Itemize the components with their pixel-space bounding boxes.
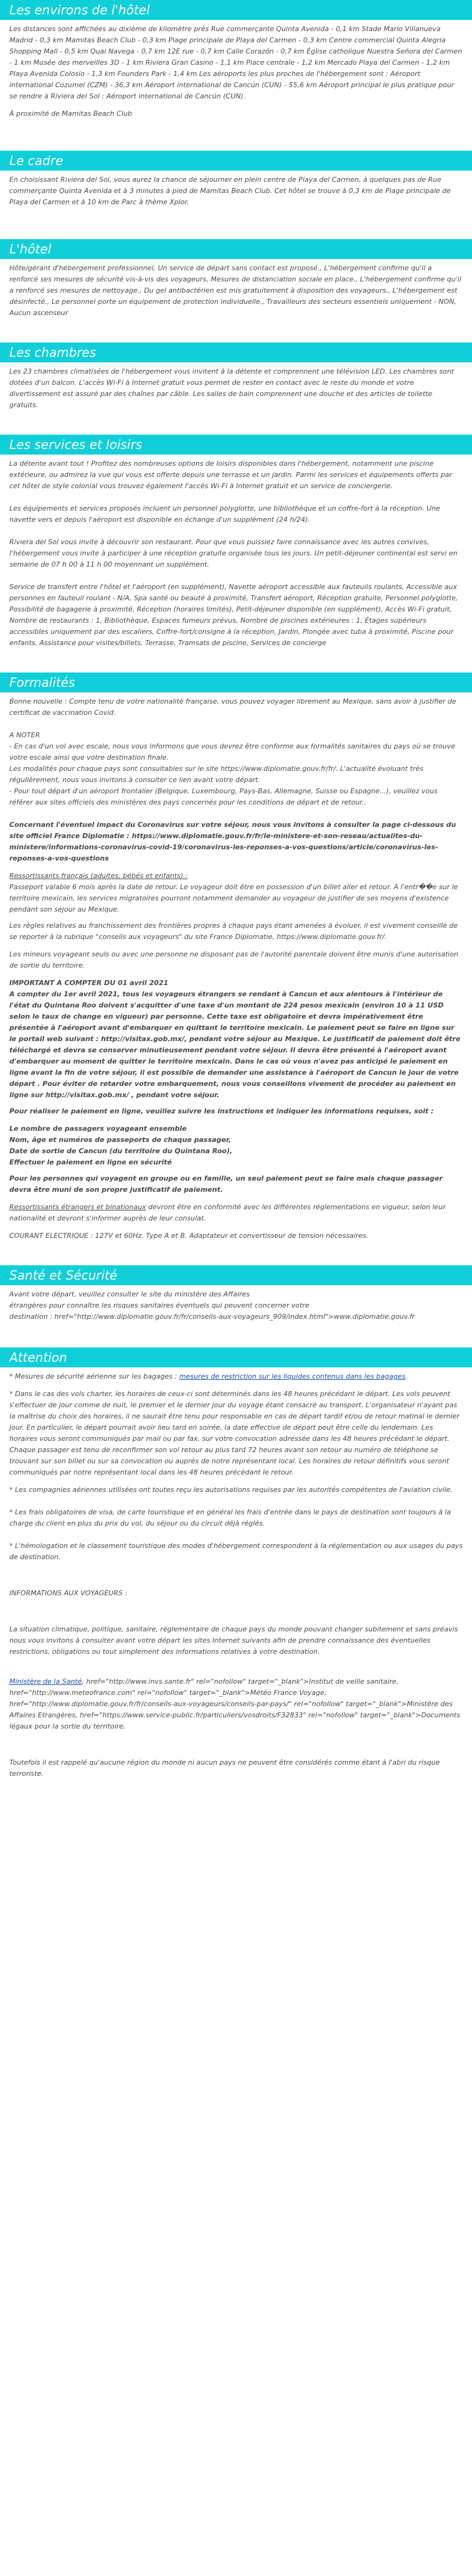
section-title-sante: Santé et Sécurité xyxy=(0,1265,472,1285)
formalites-payment-item-4: Effectuer le paiement en ligne en sécurité xyxy=(9,1158,172,1166)
attention-charter: * Dans le cas des vols charter, les horaires de ceux-ci sont déterminés dans les 48 heures précédant le départ. Les vols peuvent s'effectuer de jour comme de nuit, le premier et le dernier jour du voyage étant consacré au transport. L'organisateur n'ayant pas la maîtrise du choix des horaires, il ne saurait être tenu pour responsable en cas de départ tardif et/ou de retour matinal le dernier jour. En particulier, le départ pourrait avoir lieu tard en soirée, la date effective de départ peut être celle du lendemain. Les horaires vous seront communiqués par mail ou par fax, sur votre convocation adressée dans les 48 heures précédant le départ. Chaque passager est tenu de reconfirmer son vol retour au plus tard 72 heures avant son retour au numéro de téléphone se trouvant sur son billet ou sur sa convocation ou auprès de notre représentant local. Les horaires de retour définitifs vous seront communiqués par notre représentant local dans les 48 heures précédant le retour. xyxy=(9,1390,460,1476)
section-title-hotel: L'hôtel xyxy=(0,239,472,259)
formalites-payment-list xyxy=(9,1123,463,1168)
section-title-formalites: Formalités xyxy=(0,672,472,692)
section-content-environs xyxy=(0,20,472,132)
attention-security-end: . xyxy=(405,1372,408,1380)
attention-links xyxy=(9,1676,463,1732)
services-amenities-list: Service de transfert entre l'hôtel et l'aéroport (en supplément), Navette aéroport accessible aux fauteuils roulants, Accessible aux personnes en fauteuil roulant - N/A, Spa santé ou beauté à proximité, Transfert aéroport, Réception gratuite, Personnel polyglotte, Possibilité de bagagerie à proximité, Réception (horaires limités), Petit-déjeuner disponible (en supplément), Accès Wi-Fi gratuit, Nombre de restaurants : 1, Bibliothèque, Espaces fumeurs prévus, Nombre de piscines extérieures : 1, Étages supérieurs accessibles uniquement par des escaliers, Coffre-fort/consigne à la réception, Jardin, Plongée avec tuba à proximité, Piscine pour enfants, Assistance pour visites/billets, Terrasse, Tramsats de piscine, Services de concierge xyxy=(9,583,458,647)
formalites-payment-item-1: Le nombre de passagers voyageant ensemble xyxy=(9,1125,187,1133)
chambres-text: Les 23 chambres climatisées de l'hébergement vous invitent à la détente et comprennent une télévision LED. Les chambres sont dotées d'un balcon. L'accès Wi-Fi à Internet gratuit vous permet de rester en contact avec le reste du monde et votre divertissement est assuré par des chaînes par câble. Les salles de bain comprennent une douche et des articles de toilette gratuits. xyxy=(9,367,455,409)
sante-text-3: destination : href="http://www.diplomatie.gouv.fr/fr/conseils-aux-voyageurs_909/index.html">www.diplomatie.gouv.fr xyxy=(9,1313,415,1321)
attention-websites: nous vous invitons à consulter avant votre départ les sites Internet suivants afin de prendre connaissance des éventuelles restrictions, obligations ou tout simplement des informations relatives à votre destination. xyxy=(9,1636,431,1656)
attention-info-title: INFORMATIONS AUX VOYAGEURS : xyxy=(9,1589,128,1597)
formalites-good-news: Bonne nouvelle : Compte tenu de votre nationalité française, vous pouvez voyager librement au Mexique, sans avoir à justifier de certificat de vaccination Covid. xyxy=(9,697,456,717)
formalites-group-payment: Pour les personnes qui voyagent en groupe ou en famille, un seul paiement peut se faire mais chaque passager devra être muni de son propre justificatif de paiement. xyxy=(9,1174,443,1194)
section-content-sante xyxy=(0,1285,472,1329)
formalites-note-title: A NOTER xyxy=(9,731,40,739)
cadre-text: En choisissant Riviera del Sol, vous aurez la chance de séjourner en plein centre de Playa del Carmen, à quelques pas de Rue commerçante Quinta Avenida et à 3 minutes à pied de Mamitas Beach Club. Cet hôtel se trouve à 0,3 km de Plage principale de Playa del Carmen et à 10 km de Parc à thème Xplor. xyxy=(9,176,451,206)
formalites-french-title: Ressortissants français (adultes, bébés et enfants) : xyxy=(9,872,188,880)
section-content-services xyxy=(0,455,472,661)
services-text-2: Les équipements et services proposés incluent un personnel polyglotte, une bibliothèque et un coffre-fort à la réception. Une navette vers et depuis l'aéroport est disponible en échange d'un supplément (24 h/24). xyxy=(9,504,440,524)
environs-distances: Les distances sont affichées au dixième de kilomètre près Rue commerçante Quinta Avenida - 0,1 km Stade Mario Villanueva Madrid - 0,3 km Mamitas Beach Club - 0,3 km Plage principale de Playa del Carmen - 0,3 km Centre commercial Quinta Alegria Shopping Mall - 0,5 km Quai Navega - 0,7 km 12E rue - 0,7 km Calle Corazón - 0,7 km Église catholique Nuestra Señora del Carmen - 1 km Musée des merveilles 3D - 1 km Riviera Gran Casino - 1,1 km Place centrale - 1,2 km Mercado Playa del Carmen - 1,2 km Playa Avenida Colosio - 1,3 km Founders Park - 1,4 km Les aéroports les plus proches de l'hébergement sont : Aéroport international Cozumel (CZM) - 36,3 km Aéroport international de Cancún (CUN) - 55,6 km Aéroport principal le plus pratique pour se rendre à Riviera del Sol : Aéroport international de Cancún (CUN). xyxy=(9,25,463,100)
formalites-payment-item-3: Date de sortie de Cancun (du territoire du Quintana Roo), xyxy=(9,1147,233,1155)
section-content-chambres xyxy=(0,362,472,423)
attention-climate: La situation climatique, politique, sanitaire, réglementaire de chaque pays du monde pouvant changer subitement et sans préavis xyxy=(9,1625,458,1633)
liquids-restriction-link[interactable]: mesures de restriction sur les liquides contenus dans les bagages xyxy=(179,1372,406,1380)
attention-security-label: * Mesures de sécurité aérienne sur les bagages : xyxy=(9,1372,179,1380)
formalites-important-block xyxy=(9,978,463,1101)
attention-fees: * Les frais obligatoires de visa, de carte touristique et en général les frais d'entrée dans le pays de destination sont toujours à la charge du client en plus du prix du vol, du séjour ou du circuit déjà réglés. xyxy=(9,1508,451,1527)
section-content-attention xyxy=(0,1367,472,1792)
section-title-attention: Attention xyxy=(0,1347,472,1367)
formalites-foreign-nationals xyxy=(9,1202,463,1224)
section-chambres xyxy=(0,342,472,423)
section-hotel xyxy=(0,239,472,331)
sante-text-1: Avant votre départ, veuillez consulter le site du ministère des Affaires xyxy=(9,1290,250,1298)
formalites-foreign-text: devront être en conformité avec les différentes réglementations en vigueur, selon leur nationalité et devront s'informer auprès de leur consulat. xyxy=(9,1203,446,1222)
formalites-note-modalites: Les modalités pour chaque pays sont consultables sur le site https://www.diplomatie.gouv.fr/fr/. L'actualité évoluant très régulièrement, nous vous invitons à consulter ce lien avant votre départ. xyxy=(9,765,423,784)
section-attention xyxy=(0,1347,472,1792)
attention-links-text: , href="http://www.invs.sante.fr" rel="nofollow" target="_blank">Institut de veille sanitaire, href="http://www.meteofrance.com" rel="nofollow" target="_blank">Météo France Voyage, href="http://www.diplomatie.gouv.fr/fr/conseils-aux-voyageurs/conseils-par-pays/" rel="nofollow" target="_blank">Ministère des Affaires Etrangères, href="https://www.service-public.fr/particuliers/vosdroits/F32833" rel="nofollow" target="_blank">Documents légaux pour la sortie du territoire. xyxy=(9,1677,460,1730)
hotel-text: Hôte/gérant d'hébergement professionnel, Un service de départ sans contact est proposé., L'hébergement confirme qu'il a renforcé ses mesures de sécurité vis-à-vis des voyageurs, Mesures de distanciation sociale en place., L'hébergement confirme qu'il a renforcé ses mesures de nettoyage., Du gel antibactérien est mis gratuitement à disposition des voyageurs., L'hébergement est désinfecté., Le personnel porte un équipement de protection individuelle., Travailleurs des secteurs essentiels uniquement - NON, Aucun ascenseur xyxy=(9,264,461,317)
section-sante xyxy=(0,1265,472,1329)
formalites-french-nationals xyxy=(9,870,463,915)
environs-proximity: À proximité de Mamitas Beach Club xyxy=(9,110,132,118)
section-title-cadre: Le cadre xyxy=(0,151,472,171)
section-cadre xyxy=(0,151,472,220)
formalites-coronavirus: Concernant l'éventuel impact du Coronavirus sur votre séjour, nous vous invitons à consulter la page ci-dessous du site officiel France Diplomatie : https://www.diplomatie.gouv.fr/fr/le-ministere-et-son-reseau/actualites-du-ministere/informations-coronavirus-covid-19/coronavirus-les-reponses-a-vos-questions/article/coronavirus-les-reponses-a-vos-questions xyxy=(9,821,456,862)
section-content-cadre xyxy=(0,171,472,220)
section-title-chambres: Les chambres xyxy=(0,342,472,362)
sante-text-2: étrangères pour connaître les risques sanitaires éventuels qui peuvent concerner votre xyxy=(9,1301,309,1309)
section-title-environs: Les environs de l'hôtel xyxy=(0,0,472,20)
formalites-important-text: A compter du 1er avril 2021, tous les voyageurs étrangers se rendant à Cancun et aux alentours à l'intérieur de l'état du Quintana Roo doivent s'acquitter d'une taxe d'un montant de 224 pesos mexicain (environ 10 à 11 USD selon le taux de change en vigueur) par personne. Cette taxe est obligatoire et devra impérativement être présentée à l'aéroport avant d'embarquer en quittant le territoire mexicain. Le paiement peut se faire en ligne sur le portail web suivant : http://visitax.gob.mx/, pendant votre séjour au Mexique. Le justificatif de paiement doit être téléchargé et devra se conserver minutieusement pendant votre séjour. Il devra être présenté à l'aéroport avant d'embarquer au moment de quitter le territoire mexicain. Dans le cas où vous n'avez pas anticipé le paiement en ligne avant la fin de votre séjour, il est possible de demander une assistance à l'aéroport de Cancun le jour de votre départ . Pour éviter de retarder votre embarquement, nous vous conseillons vivement de procéder au paiement en ligne sur http://visitax.gob.mx/ , pendant votre séjour. xyxy=(9,990,461,1099)
formalites-payment-item-2: Nom, âge et numéros de passeports de chaque passager, xyxy=(9,1136,231,1144)
formalites-note-frontalier: - Pour tout départ d'un aéroport frontalier (Belgique, Luxembourg, Pays-Bas, Allemagne, Suisse ou Espagne...), veuillez vous référer aux sites officiels des ministères des pays concernés pour les conditions de départ et de retour.. xyxy=(9,787,438,806)
formalites-payment-intro: Pour réaliser le paiement en ligne, veuillez suivre les instructions et indiquer les informations requises, soit : xyxy=(9,1107,434,1115)
attention-terrorism: Toutefois il est rappelé qu'aucune région du monde ni aucun pays ne peuvent être considérés comme étant à l'abri du risque terroriste. xyxy=(9,1758,440,1778)
attention-classification: * L'hémologation et le classement touristique des modes d'hébergement correspondent à la réglementation ou aux usages du pays de destination. xyxy=(9,1542,463,1561)
formalites-electric: COURANT ELECTRIQUE : 127V et 60Hz. Type A et B. Adaptateur et convertisseur de tension nécessaires. xyxy=(9,1232,369,1240)
formalites-minors: Les mineurs voyageant seuls ou avec une personne ne disposant pas de l'autorité parentale doivent être munis d'une autorisation de sortie du territoire. xyxy=(9,950,459,970)
services-text-3: Riviera del Sol vous invite à découvrir son restaurant. Pour que vous puissiez faire connaissance avec les autres convives, l'hébergement vous invite à participer à une réception gratuite organisée tous les jours. Un petit-déjeuner continental est servi en semaine de 07 h 00 à 11 h 00 moyennant un supplément. xyxy=(9,538,458,569)
formalites-note-block xyxy=(9,730,463,808)
formalites-foreign-title: Ressortissants étrangers et binationaux xyxy=(9,1203,146,1211)
attention-info-block xyxy=(9,1624,463,1658)
section-content-hotel xyxy=(0,259,472,331)
formalites-note-escale: - En cas d'un vol avec escale, nous vous informons que vous devrez être conforme aux formalités sanitaires du pays où se trouve votre escale ainsi que votre destination finale. xyxy=(9,742,455,762)
section-content-formalites xyxy=(0,692,472,1254)
services-text-1: La détente avant tout ! Profitez des nombreuses options de loisirs disponibles dans l'hébergement, notamment une piscine extérieure, ou admirez la vue qui vous est offerte depuis une terrasse et un jardin. Parmi les services et équipements offerts par cet hôtel de style colonial vous trouvez également l'accès Wi-Fi à Internet gratuit et un service de conciergerie. xyxy=(9,460,452,490)
section-environs xyxy=(0,0,472,132)
section-services xyxy=(0,435,472,661)
section-title-services: Les services et loisirs xyxy=(0,435,472,455)
formalites-french-text: Passeport valable 6 mois après la date de retour. Le voyageur doit être en possession d'un billet aller et retour. A l'entr��e sur le territoire mexicain, les services migratoires pourront notamment demander au voyageur de justifier de ses moyens d'existence pendant son séjour au Mexique. xyxy=(9,883,458,913)
formalites-borders: Les règles relatives au franchissement des frontières propres à chaque pays étant amenées à évoluer, il est vivement conseillé de se reporter à la rubrique "conseils aux voyageurs" du site France Diplomatie, https://www.diplomatie.gouv.fr/. xyxy=(9,922,458,941)
ministere-sante-link[interactable]: Ministère de la Santé xyxy=(9,1677,82,1686)
formalites-important-title: IMPORTANT A COMPTER DU 01 avril 2021 xyxy=(9,979,169,987)
attention-security-measures xyxy=(9,1371,463,1382)
attention-airlines: * Les compagnies aériennes utilisées ont toutes reçu les autorisations requises par les autorités compétentes de l'aviation civile. xyxy=(9,1486,453,1494)
section-formalites xyxy=(0,672,472,1254)
